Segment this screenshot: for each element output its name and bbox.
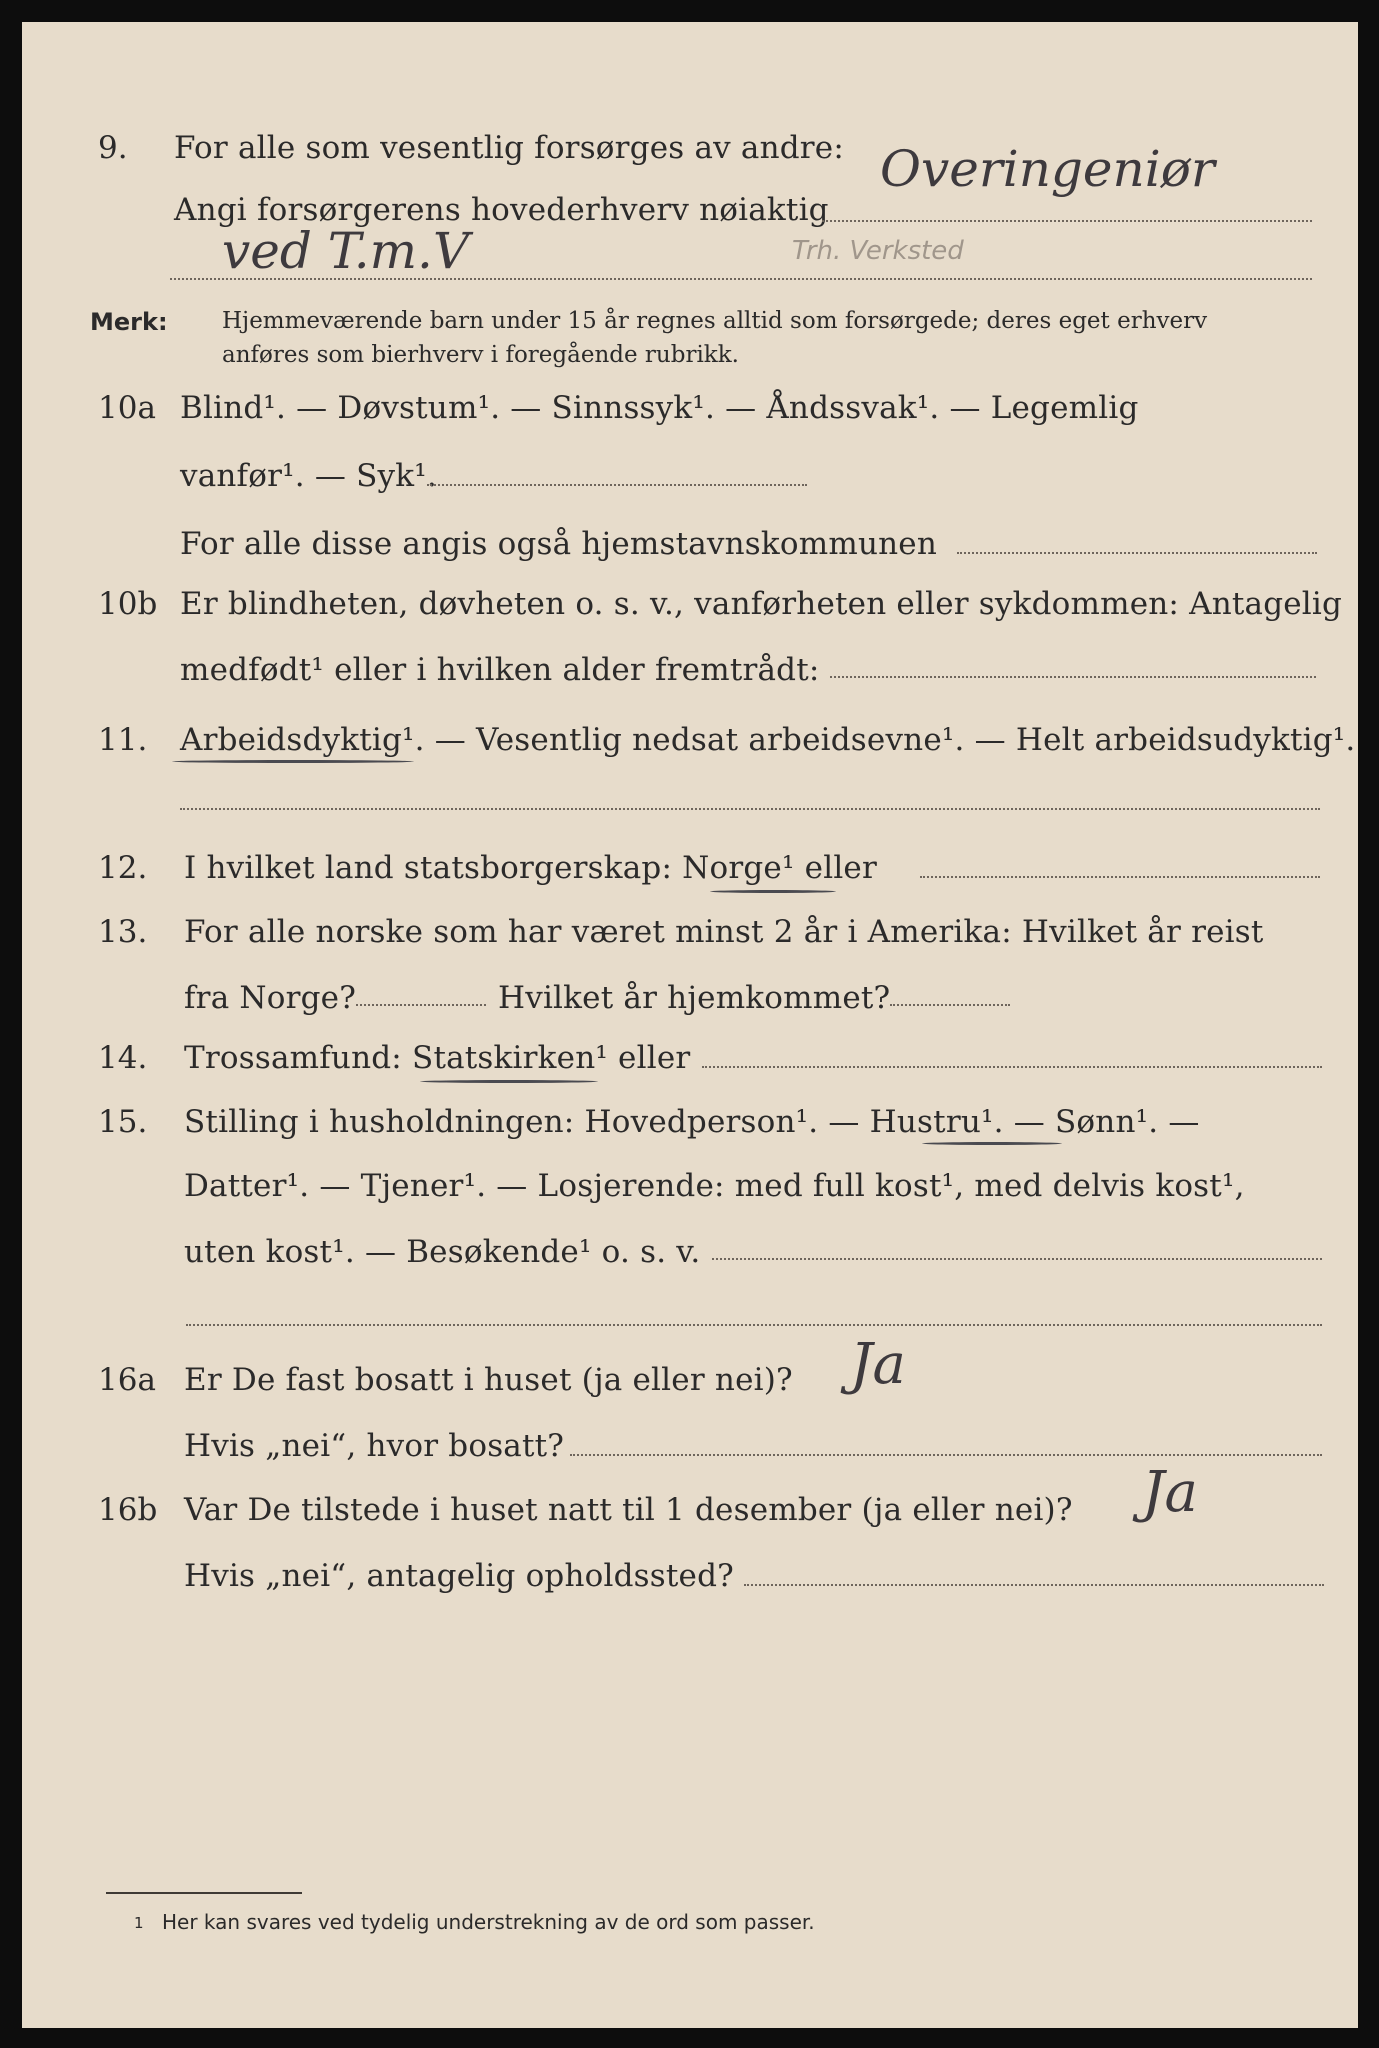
q10a-line3: For alle disse angis også hjemstavnskommunen xyxy=(180,526,937,562)
q16b-line1: Var De tilstede i huset natt til 1 desember (ja eller nei)? xyxy=(184,1492,1073,1528)
q12-answer-line xyxy=(920,876,1320,878)
q16a-line2: Hvis „nei“, hvor bosatt? xyxy=(184,1428,565,1464)
q9-answer-line-1 xyxy=(822,220,1312,222)
q16a-bosatt-line xyxy=(570,1454,1322,1456)
q16b-handwritten-answer: Ja xyxy=(1142,1460,1198,1525)
q10a-line1: Blind¹. — Døvstum¹. — Sinnssyk¹. — Åndssvak¹. — Legemlig xyxy=(180,390,1139,426)
q15-line3: uten kost¹. — Besøkende¹ o. s. v. xyxy=(184,1234,701,1270)
q15-underline-hustru xyxy=(922,1142,1062,1145)
q14-answer-line xyxy=(702,1066,1322,1068)
q9-answer-line-2 xyxy=(170,278,1312,280)
q16a-handwritten-answer: Ja xyxy=(850,1332,906,1397)
q9-handwritten-answer-2: ved T.m.V xyxy=(222,222,470,280)
q16b-line2: Hvis „nei“, antagelig opholdssted? xyxy=(184,1558,734,1594)
q12-number: 12. xyxy=(98,850,148,886)
q9-number: 9. xyxy=(98,130,128,166)
q13-reist-line xyxy=(356,1004,486,1006)
q12-line1: I hvilket land statsborgerskap: Norge¹ eller xyxy=(184,850,877,886)
q10a-answer-line xyxy=(427,484,807,486)
merk-line1: Hjemmeværende barn under 15 år regnes alltid som forsørgede; deres eget erhverv xyxy=(222,308,1208,334)
q14-line1: Trossamfund: Statskirken¹ eller xyxy=(184,1040,691,1076)
q10b-line2: medfødt¹ eller i hvilken alder fremtrådt: xyxy=(180,652,820,688)
q11-answer-line xyxy=(180,808,1320,810)
q15-answer-line-1 xyxy=(712,1258,1322,1260)
census-form-page xyxy=(22,22,1358,2028)
q10b-answer-line xyxy=(830,676,1316,678)
q16b-number: 16b xyxy=(98,1492,158,1528)
footnote-marker: 1 xyxy=(134,1914,144,1932)
q16a-number: 16a xyxy=(98,1362,156,1398)
q15-number: 15. xyxy=(98,1104,148,1140)
q11-underline-arbeidsdyktig xyxy=(172,760,414,763)
q15-line2: Datter¹. — Tjener¹. — Losjerende: med full kost¹, med delvis kost¹, xyxy=(184,1168,1245,1204)
q13-line1: For alle norske som har været minst 2 år i Amerika: Hvilket år reist xyxy=(184,914,1264,950)
merk-label: Merk: xyxy=(90,308,168,336)
footnote-rule xyxy=(106,1892,302,1894)
q10a-number: 10a xyxy=(98,390,156,426)
q14-underline-statskirken xyxy=(420,1080,598,1083)
q9-employer-stamp: Trh. Verksted xyxy=(792,236,964,266)
q13-number: 13. xyxy=(98,914,148,950)
footnote-text: Her kan svares ved tydelig understrekning av de ord som passer. xyxy=(162,1910,815,1934)
q10b-number: 10b xyxy=(98,586,158,622)
q13-hjemkommet-line xyxy=(890,1004,1010,1006)
merk-line2: anføres som bierhverv i foregående rubrikk. xyxy=(222,342,739,368)
q15-answer-line-2 xyxy=(186,1324,1322,1326)
q9-handwritten-answer-1: Overingeniør xyxy=(880,140,1215,198)
q10a-line2: vanfør¹. — Syk¹. xyxy=(180,458,437,494)
q9-line2: Angi forsørgerens hovederhverv nøiaktig xyxy=(174,192,829,228)
q15-line1: Stilling i husholdningen: Hovedperson¹. — Hustru¹. — Sønn¹. — xyxy=(184,1104,1200,1140)
q16a-line1: Er De fast bosatt i huset (ja eller nei)? xyxy=(184,1362,793,1398)
q13-line2b: Hvilket år hjemkommet? xyxy=(498,980,891,1016)
q11-number: 11. xyxy=(98,722,148,758)
q11-line1: Arbeidsdyktig¹. — Vesentlig nedsat arbeidsevne¹. — Helt arbeidsudyktig¹. xyxy=(180,722,1356,758)
q16b-opholdssted-line xyxy=(744,1584,1324,1586)
q12-underline-norge xyxy=(710,890,836,893)
q14-number: 14. xyxy=(98,1040,148,1076)
q10a-hjemstavn-line xyxy=(957,552,1317,554)
q9-line1: For alle som vesentlig forsørges av andre: xyxy=(174,130,844,166)
q10b-line1: Er blindheten, døvheten o. s. v., vanførheten eller sykdommen: Antagelig xyxy=(180,586,1343,622)
q13-line2a: fra Norge? xyxy=(184,980,357,1016)
